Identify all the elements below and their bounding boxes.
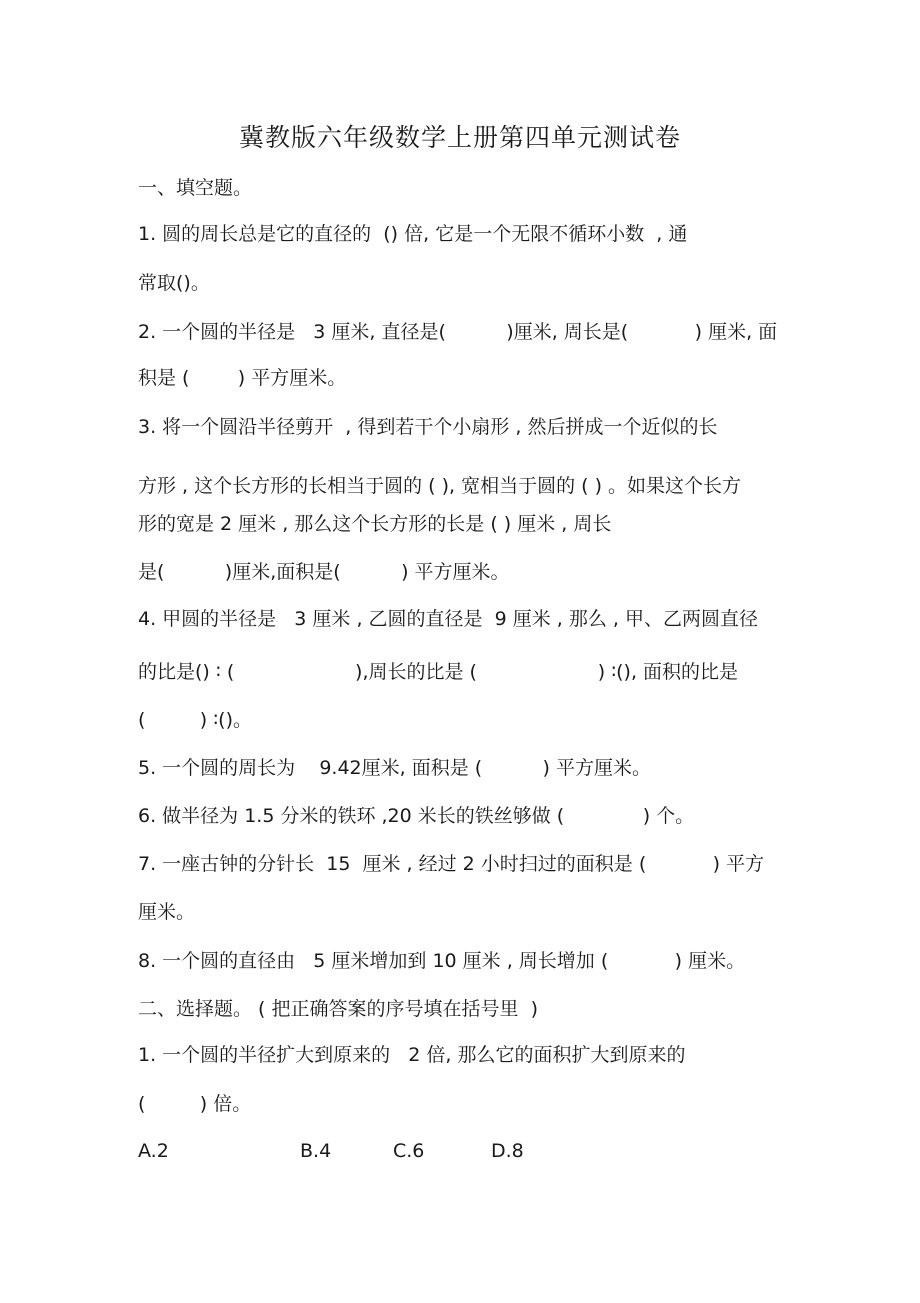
question-1-line-1: 1. 圆的周长总是它的直径的 () 倍, 它是一个无限不循环小数 , 通 bbox=[138, 223, 688, 245]
question-3-line-4: 是( )厘米,面积是( ) 平方厘米。 bbox=[138, 561, 510, 583]
section-heading-multiple-choice: 二、选择题。 ( 把正确答案的序号填在括号里 ) bbox=[138, 998, 538, 1020]
option-c: C.6 bbox=[393, 1140, 425, 1162]
question-3-line-2: 方形 , 这个长方形的长相当于圆的 ( ), 宽相当于圆的 ( ) 。如果这个长方 bbox=[138, 475, 742, 497]
choice-question-1-line-1: 1. 一个圆的半径扩大到原来的 2 倍, 那么它的面积扩大到原来的 bbox=[138, 1044, 686, 1066]
choice-question-1-line-2: ( ) 倍。 bbox=[138, 1093, 252, 1115]
question-1-line-2: 常取()。 bbox=[138, 272, 210, 294]
question-4-line-1: 4. 甲圆的半径是 3 厘米 , 乙圆的直径是 9 厘米 , 那么 , 甲、乙两圆直径 bbox=[138, 608, 758, 630]
question-3-line-3: 形的宽是 2 厘米 , 那么这个长方形的长是 ( ) 厘米 , 周长 bbox=[138, 513, 612, 535]
question-4-line-3: ( ) ∶()。 bbox=[138, 709, 252, 731]
question-7-line-1: 7. 一座古钟的分针长 15 厘米 , 经过 2 小时扫过的面积是 ( ) 平方 bbox=[138, 853, 765, 875]
question-6-line-1: 6. 做半径为 1.5 分米的铁环 ,20 米长的铁丝够做 ( ) 个。 bbox=[138, 805, 695, 827]
question-7-line-2: 厘米。 bbox=[138, 901, 196, 923]
question-5-line-1: 5. 一个圆的周长为 9.42厘米, 面积是 ( ) 平方厘米。 bbox=[138, 757, 652, 779]
question-2-line-2: 积是 ( ) 平方厘米。 bbox=[138, 367, 347, 389]
option-a: A.2 bbox=[138, 1140, 169, 1162]
question-8-line-1: 8. 一个圆的直径由 5 厘米增加到 10 厘米 , 周长增加 ( ) 厘米。 bbox=[138, 950, 746, 972]
question-3-line-1: 3. 将一个圆沿半径剪开 , 得到若干个小扇形 , 然后拼成一个近似的长 bbox=[138, 416, 718, 438]
option-b: B.4 bbox=[300, 1140, 332, 1162]
question-2-line-1: 2. 一个圆的半径是 3 厘米, 直径是( )厘米, 周长是( ) 厘米, 面 bbox=[138, 321, 778, 343]
option-d: D.8 bbox=[491, 1140, 524, 1162]
document-title: 冀教版六年级数学上册第四单元测试卷 bbox=[238, 123, 681, 152]
question-4-line-2: 的比是() ∶ ( ),周长的比是 ( ) ∶(), 面积的比是 bbox=[138, 661, 739, 683]
section-heading-fill-in: 一、填空题。 bbox=[138, 177, 253, 199]
